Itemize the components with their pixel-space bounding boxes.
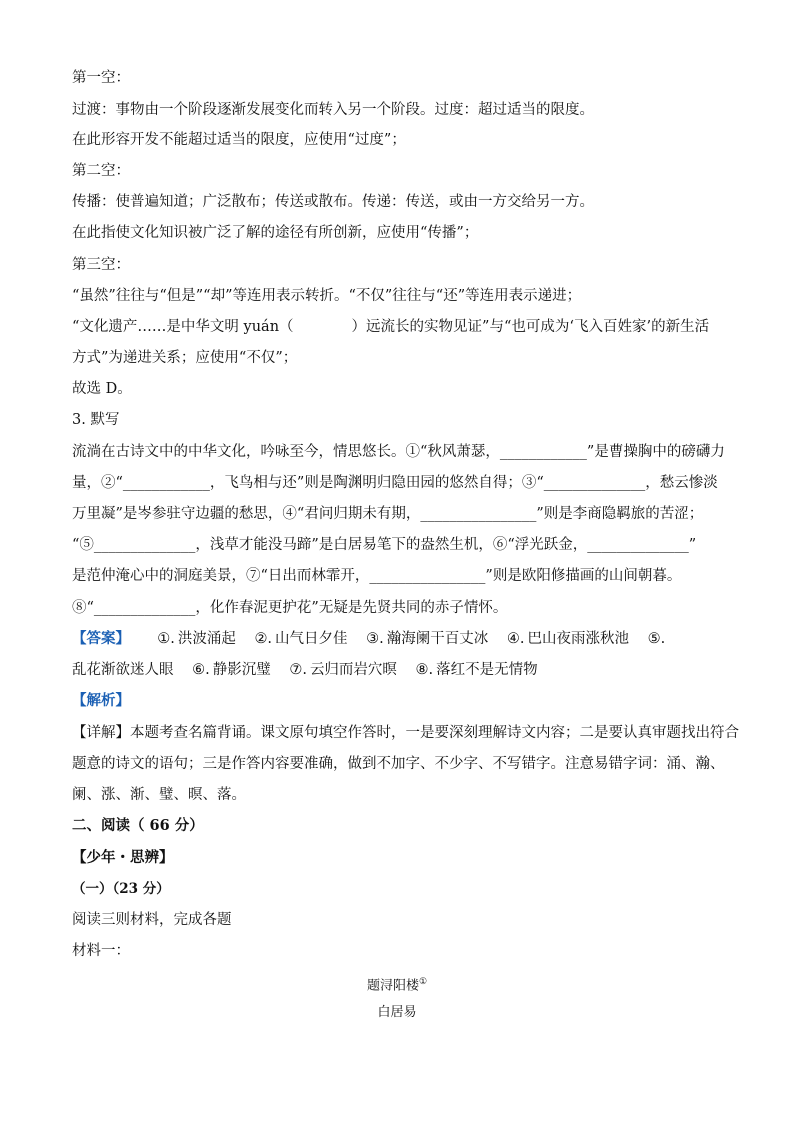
text-line: “⑤______________，浅草才能没马蹄”是白居易笔下的盎然生机，⑥“浮光跃金，______________” bbox=[72, 537, 697, 553]
text-line: 在此指使文化知识被广泛了解的途径有所创新，应使用“传播”； bbox=[72, 225, 479, 241]
answer-item: ④. 巴山夜雨涨秋池 bbox=[506, 631, 629, 647]
answer-item: ②. 山气日夕佳 bbox=[254, 631, 348, 647]
section-heading: 二、阅读（ 66 分） bbox=[72, 817, 204, 834]
text-line: 【详解】本题考查名篇背诵。课文原句填空作答时，一是要深刻理解诗文内容；二是要认真审题找出符合 bbox=[72, 725, 739, 741]
text-line: 量，②“____________，飞鸟相与还”则是陶渊明归隐田园的悠然自得；③“______________，愁云惨淡 bbox=[72, 475, 718, 491]
text-line: 传播：使普遍知道；广泛散布；传送或散布。传递：传送，或由一方交给另一方。 bbox=[72, 194, 594, 210]
text-line: 第一空： bbox=[72, 70, 130, 86]
text-line: 阑、涨、渐、璧、暝、落。 bbox=[72, 787, 246, 803]
answer-row bbox=[72, 660, 732, 680]
text-line: 第三空： bbox=[72, 257, 130, 273]
text-line: 方式”为递进关系；应使用“不仅”； bbox=[72, 350, 298, 366]
text-line: 是范仲淹心中的洞庭美景，⑦“日出而林霏开，________________”则是欧阳修描画的山间朝暮。 bbox=[72, 568, 682, 584]
answer-item: ⑧. 落红不是无情物 bbox=[415, 662, 538, 678]
answer-item: 乱花渐欲迷人眼 bbox=[72, 662, 174, 678]
detail-label: 【详解】 bbox=[72, 725, 130, 741]
answer-item: ①. 洪波涌起 bbox=[157, 631, 236, 647]
answer-item: ③. 瀚海阑干百丈冰 bbox=[366, 631, 489, 647]
poem-author: 白居易 bbox=[377, 1005, 417, 1020]
analysis-label: 【解析】 bbox=[72, 692, 130, 709]
text-line: ⑧“______________，化作春泥更护花”无疑是先贤共同的赤子情怀。 bbox=[72, 600, 508, 616]
analysis-label-line bbox=[72, 691, 732, 711]
answer-item: ⑤. bbox=[647, 631, 666, 647]
text-line: 故选 D。 bbox=[72, 381, 132, 397]
text-line: “虽然”往往与“但是”“却”等连用表示转折。“不仅”往往与“还”等连用表示递进； bbox=[72, 288, 582, 304]
answer-item: ⑦. 云归而岩穴暝 bbox=[289, 662, 397, 678]
text-line: 第二空： bbox=[72, 163, 130, 179]
poem-title: 题浔阳楼① bbox=[366, 977, 428, 994]
text-line: 万里凝”是岑参驻守边疆的愁思，④“君问归期未有期，________________”则是李商隐羁旅的苦涩； bbox=[72, 506, 704, 522]
question-heading: 3. 默写 bbox=[72, 412, 120, 428]
text-line: 材料一： bbox=[72, 943, 130, 959]
text-line: 阅读三则材料，完成各题 bbox=[72, 912, 232, 928]
text-line: 过渡：事物由一个阶段逐渐发展变化而转入另一个阶段。过度：超过适当的限度。 bbox=[72, 102, 594, 118]
part-heading: （一）（23 分） bbox=[72, 881, 170, 897]
subsection-heading: 【少年・思辨】 bbox=[72, 849, 174, 866]
footnote-marker: ① bbox=[418, 977, 428, 987]
text-line: 题意的诗文的语句；三是作答内容要准确，做到不加字、不少字、不写错字。注意易错字词：涌、瀚、 bbox=[72, 756, 725, 772]
text-line: “文化遗产……是中华文明 yuán（ ）远流长的实物见证”与“也可成为‘飞入百姓家’的新生活 bbox=[72, 319, 710, 335]
answer-row bbox=[72, 629, 732, 649]
text-line: 流淌在古诗文中的中华文化，吟咏至今，情思悠长。①“秋风萧瑟，____________”是曹操胸中的磅礴力 bbox=[72, 444, 725, 460]
text-line: 在此形容开发不能超过适当的限度，应使用“过度”； bbox=[72, 132, 406, 148]
answer-label: 【答案】 bbox=[72, 630, 130, 647]
answer-item: ⑥. 静影沉璧 bbox=[192, 662, 271, 678]
